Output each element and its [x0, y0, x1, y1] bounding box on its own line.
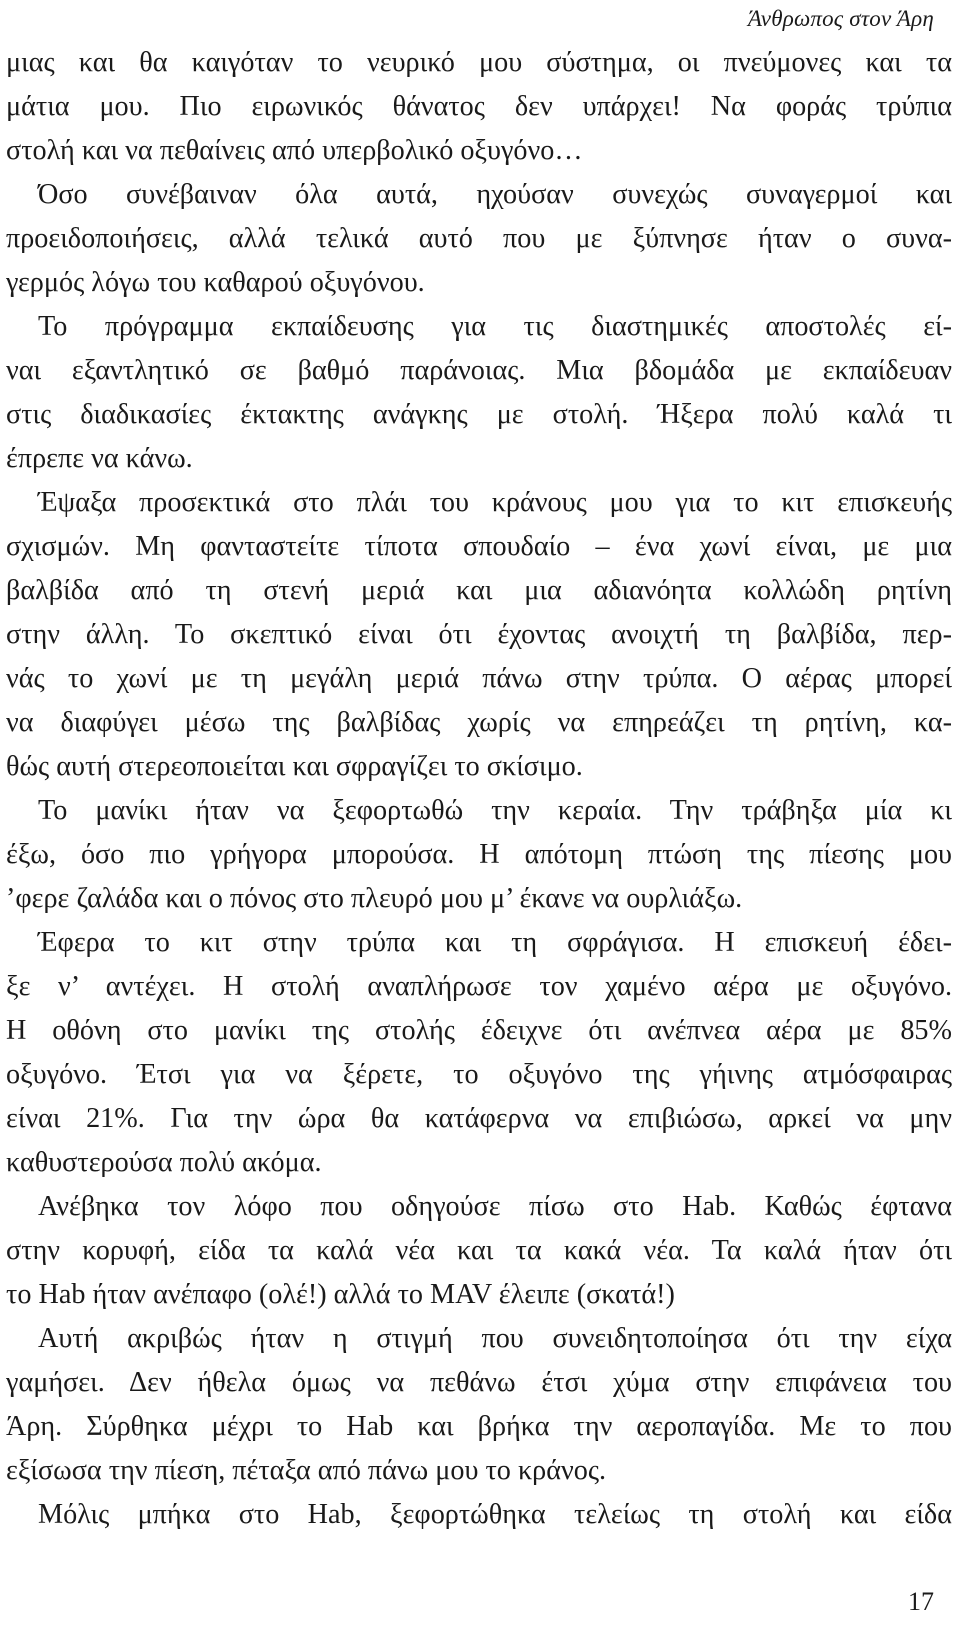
text-line: Το μανίκι ήταν να ξεφορτωθώ την κεραία. Την τράβηξα μία κι	[38, 795, 952, 826]
text-line: Έφερα το κιτ στην τρύπα και τη σφράγισα. Η επισκευή έδει-	[38, 927, 952, 958]
text-line: ναι εξαντλητικό σε βαθμό παράνοιας. Μια βδομάδα με εκπαίδευαν	[6, 355, 952, 386]
text-line: οξυγόνο. Έτσι για να ξέρετε, το οξυγόνο της γήινης ατμόσφαιρας	[6, 1059, 952, 1090]
text-line: Μόλις μπήκα στο Hab, ξεφορτώθηκα τελείως τη στολή και είδα	[38, 1499, 952, 1530]
text-line: γαμήσει. Δεν ήθελα όμως να πεθάνω έτσι χύμα στην επιφάνεια του	[6, 1367, 952, 1398]
text-line: στην κορυφή, είδα τα καλά νέα και τα κακά νέα. Τα καλά ήταν ότι	[6, 1235, 952, 1266]
text-line: γερμός λόγω του καθαρού οξυγόνου.	[6, 267, 425, 298]
page-number: 17	[908, 1587, 934, 1616]
text-line: μάτια μου. Πιο ειρωνικός θάνατος δεν υπάρχει! Να φοράς τρύπια	[6, 91, 952, 122]
text-line: θώς αυτή στερεοποιείται και σφραγίζει το σκίσιμο.	[6, 751, 583, 782]
text-line: στις διαδικασίες έκτακτης ανάγκης με στολή. Ήξερα πολύ καλά τι	[6, 399, 952, 430]
text-line: Αυτή ακριβώς ήταν η στιγμή που συνειδητοποίησα ότι την είχα	[38, 1323, 952, 1354]
text-line: έξω, όσο πιο γρήγορα μπορούσα. Η απότομη πτώση της πίεσης μου	[6, 839, 952, 870]
text-line: είναι 21%. Για την ώρα θα κατάφερνα να επιβιώσω, αρκεί να μην	[6, 1103, 952, 1134]
text-line: μιας και θα καιγόταν το νευρικό μου σύστημα, οι πνεύμονες και τα	[6, 47, 952, 78]
text-line: έπρεπε να κάνω.	[6, 443, 193, 474]
text-line: Έψαξα προσεκτικά στο πλάι του κράνους μου για το κιτ επισκευής	[38, 487, 952, 518]
text-line: νάς το χωνί με τη μεγάλη μεριά πάνω στην τρύπα. Ο αέρας μπορεί	[6, 663, 952, 694]
text-line: στην άλλη. Το σκεπτικό είναι ότι έχοντας ανοιχτή τη βαλβίδα, περ-	[6, 619, 952, 650]
text-line: το Hab ήταν ανέπαφο (ολέ!) αλλά το MAV έλειπε (σκατά!)	[6, 1279, 675, 1310]
text-line: Η οθόνη στο μανίκι της στολής έδειχνε ότι ανέπνεα αέρα με 85%	[6, 1015, 952, 1046]
running-head: Άνθρωπος στον Άρη	[747, 6, 934, 31]
text-line: Άρη. Σύρθηκα μέχρι το Hab και βρήκα την αεροπαγίδα. Με το που	[6, 1411, 952, 1442]
text-line: προειδοποιήσεις, αλλά τελικά αυτό που με ξύπνησε ήταν ο συνα-	[6, 223, 952, 254]
text-line: σχισμών. Μη φανταστείτε τίποτα σπουδαίο – ένα χωνί είναι, με μια	[6, 531, 952, 562]
text-line: ’φερε ζαλάδα και ο πόνος στο πλευρό μου μ’ έκανε να ουρλιάξω.	[6, 883, 743, 914]
text-line: να διαφύγει μέσω της βαλβίδας χωρίς να επηρεάζει τη ρητίνη, κα-	[6, 707, 952, 738]
text-line: στολή και να πεθαίνεις από υπερβολικό οξυγόνο…	[6, 135, 583, 166]
text-line: βαλβίδα από τη στενή μεριά και μια αδιανόητα κολλώδη ρητίνη	[6, 575, 952, 606]
text-line: Το πρόγραμμα εκπαίδευσης για τις διαστημικές αποστολές εί-	[38, 311, 952, 342]
text-line: ξε ν’ αντέχει. Η στολή αναπλήρωσε τον χαμένο αέρα με οξυγόνο.	[6, 971, 952, 1002]
text-body	[6, 41, 952, 1537]
text-line: Ανέβηκα τον λόφο που οδηγούσε πίσω στο Hab. Καθώς έφτανα	[38, 1191, 952, 1222]
text-line: καθυστερούσα πολύ ακόμα.	[6, 1147, 322, 1178]
text-line: εξίσωσα την πίεση, πέταξα από πάνω μου το κράνος.	[6, 1455, 607, 1486]
text-line: Όσο συνέβαιναν όλα αυτά, ηχούσαν συνεχώς συναγερμοί και	[38, 179, 952, 210]
